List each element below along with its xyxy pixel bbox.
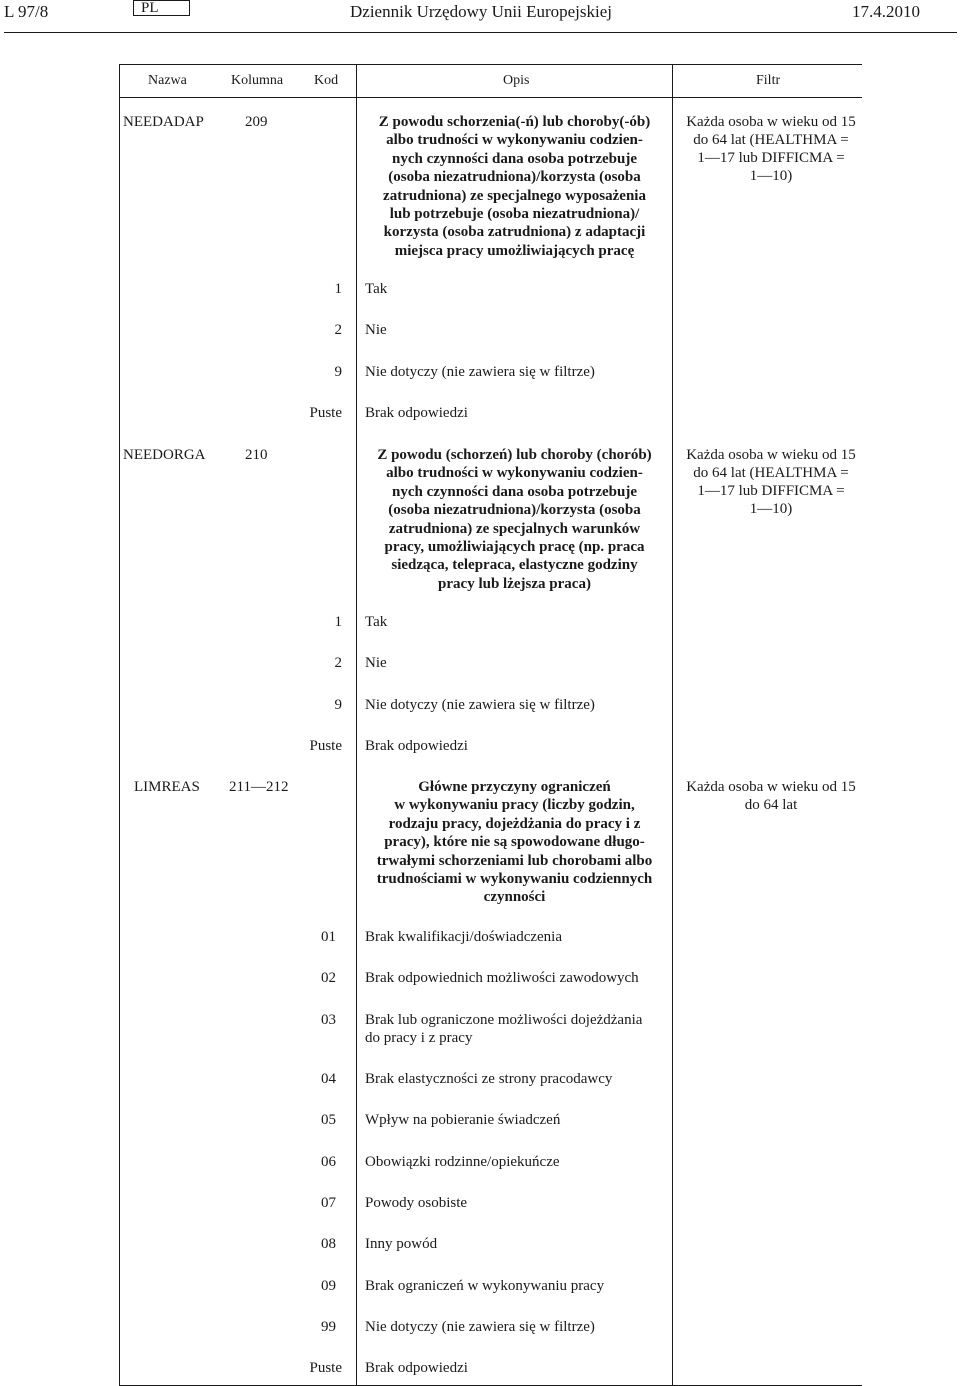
description-line: trudnościami w wykonywaniu codziennych (376, 871, 653, 888)
option-label: Nie (365, 322, 387, 338)
filter-line: 1—10) (749, 168, 793, 184)
option-label: Brak kwalifikacji/doświadczenia (365, 929, 563, 945)
column-number: 209 (245, 114, 268, 130)
option-label: Tak (365, 281, 388, 297)
description-line: Z powodu schorzenia(-ń) lub choroby(-ób) (378, 114, 651, 130)
variable-description (362, 113, 667, 260)
option-code: 09 (321, 1278, 336, 1294)
description-line: zatrudniona) ze specjalnych warunków (388, 520, 641, 537)
filter-line: 1—10) (749, 501, 793, 517)
description-line: czynności (483, 889, 546, 906)
filter-line: Każda osoba w wieku od 15 (686, 447, 856, 463)
filter-line: Każda osoba w wieku od 15 (686, 779, 856, 795)
option-code: 04 (321, 1071, 336, 1087)
option-label: Wpływ na pobieranie świadczeń (365, 1112, 561, 1128)
column-number: 210 (245, 447, 268, 463)
filter-line: 1—17 lub DIFFICMA = (697, 150, 845, 166)
description-line: siedząca, telepraca, elastyczne godziny (391, 557, 638, 574)
option-code: Puste (309, 1360, 342, 1376)
filter-line: do 64 lat (HEALTHMA = (693, 465, 849, 481)
description-line: albo trudności w wykonywaniu codzien- (386, 465, 643, 482)
column-header-column: Kolumna (231, 73, 284, 88)
table-top-rule (120, 64, 862, 65)
filter-line: do 64 lat (HEALTHMA = (693, 132, 849, 148)
filter-line: do 64 lat (744, 797, 798, 813)
option-label: Brak elastyczności ze strony pracodawcy (365, 1071, 613, 1087)
option-code: 1 (334, 614, 342, 630)
table-left-border (119, 64, 120, 1386)
column-header-description: Opis (503, 73, 530, 88)
option-code: 08 (321, 1236, 336, 1252)
table-header-rule (120, 97, 862, 98)
option-code: 9 (334, 697, 342, 713)
option-code: 05 (321, 1112, 336, 1128)
option-label: Brak ograniczeń w wykonywaniu pracy (365, 1278, 605, 1294)
option-code: Puste (309, 405, 342, 421)
option-code: 1 (334, 281, 342, 297)
column-header-filter: Filtr (756, 73, 781, 88)
variable-description (362, 446, 667, 593)
description-line: pracy), które nie są spowodowane długo- (384, 834, 645, 851)
description-line: korzysta (osoba zatrudniona) z adaptacji (383, 224, 646, 241)
header-rule (4, 32, 957, 33)
option-label: Brak odpowiedzi (365, 1360, 468, 1376)
description-line: Główne przyczyny ograniczeń (418, 779, 611, 795)
option-label: Powody osobiste (365, 1195, 468, 1211)
option-label: Nie (365, 655, 387, 671)
column-header-code: Kod (314, 73, 339, 88)
option-code: 07 (321, 1195, 336, 1211)
description-line: rodzaju pracy, dojeżdżania do pracy i z (388, 815, 641, 832)
variable-name: LIMREAS (134, 779, 200, 795)
option-label: Obowiązki rodzinne/opiekuńcze (365, 1154, 560, 1170)
option-label: Nie dotyczy (nie zawiera się w filtrze) (365, 697, 595, 713)
option-label: Nie dotyczy (nie zawiera się w filtrze) (365, 1319, 595, 1335)
filter-line: Każda osoba w wieku od 15 (686, 114, 856, 130)
description-line: albo trudności w wykonywaniu codzien- (386, 132, 643, 149)
description-line: Z powodu (schorzeń) lub choroby (chorób) (377, 447, 652, 463)
option-label: Nie dotyczy (nie zawiera się w filtrze) (365, 364, 595, 380)
description-line: miejsca pracy umożliwiających pracę (394, 242, 635, 259)
variable-name: NEEDADAP (123, 114, 204, 130)
description-line: trwałymi schorzeniami lub chorobami albo (376, 852, 653, 869)
option-code: 9 (334, 364, 342, 380)
option-code: Puste (309, 738, 342, 754)
description-line: w wykonywaniu pracy (liczby godzin, (394, 797, 635, 814)
description-line: (osoba niezatrudniona)/korzysta (osoba (388, 169, 641, 186)
description-line: (osoba niezatrudniona)/korzysta (osoba (388, 502, 641, 519)
option-label: Brak odpowiedzi (365, 738, 468, 754)
filter-description (676, 778, 866, 814)
page-header (0, 0, 960, 32)
language-box: PL (133, 0, 190, 16)
description-line: nych czynności dana osoba potrzebuje (391, 150, 638, 167)
filter-description (676, 113, 866, 185)
option-code: 06 (321, 1154, 336, 1170)
option-code: 2 (334, 655, 342, 671)
description-line: pracy, umożliwiających pracę (np. praca (384, 539, 645, 556)
description-line: lub potrzebuje (osoba niezatrudniona)/ (389, 206, 640, 223)
description-line: nych czynności dana osoba potrzebuje (391, 483, 638, 500)
option-label: Brak odpowiedzi (365, 405, 468, 421)
option-label: Brak lub ograniczone możliwości dojeżdżania (365, 1012, 643, 1028)
option-label: Brak odpowiednich możliwości zawodowych (365, 970, 639, 986)
variable-name: NEEDORGA (123, 447, 206, 463)
option-label: Tak (365, 614, 388, 630)
filter-line: 1—17 lub DIFFICMA = (697, 483, 845, 499)
publication-date: 17.4.2010 (852, 2, 920, 21)
page-reference: L 97/8 (4, 2, 49, 21)
variable-description (362, 778, 667, 907)
option-label: Inny powód (365, 1236, 438, 1252)
description-line: pracy lub lżejsza praca) (438, 575, 591, 592)
filter-description (676, 446, 866, 518)
option-code: 01 (321, 929, 336, 945)
option-label-continued: do pracy i z pracy (365, 1030, 473, 1046)
option-code: 03 (321, 1012, 336, 1028)
option-code: 02 (321, 970, 336, 986)
filter-column-divider (672, 64, 673, 1386)
column-header-name: Nazwa (148, 73, 187, 88)
code-column-divider (356, 64, 357, 1386)
option-code: 99 (321, 1319, 336, 1335)
journal-title: Dziennik Urzędowy Unii Europejskiej (350, 2, 613, 21)
column-number: 211—212 (229, 779, 289, 795)
option-code: 2 (334, 322, 342, 338)
description-line: zatrudniona) ze specjalnego wyposażenia (383, 187, 646, 204)
